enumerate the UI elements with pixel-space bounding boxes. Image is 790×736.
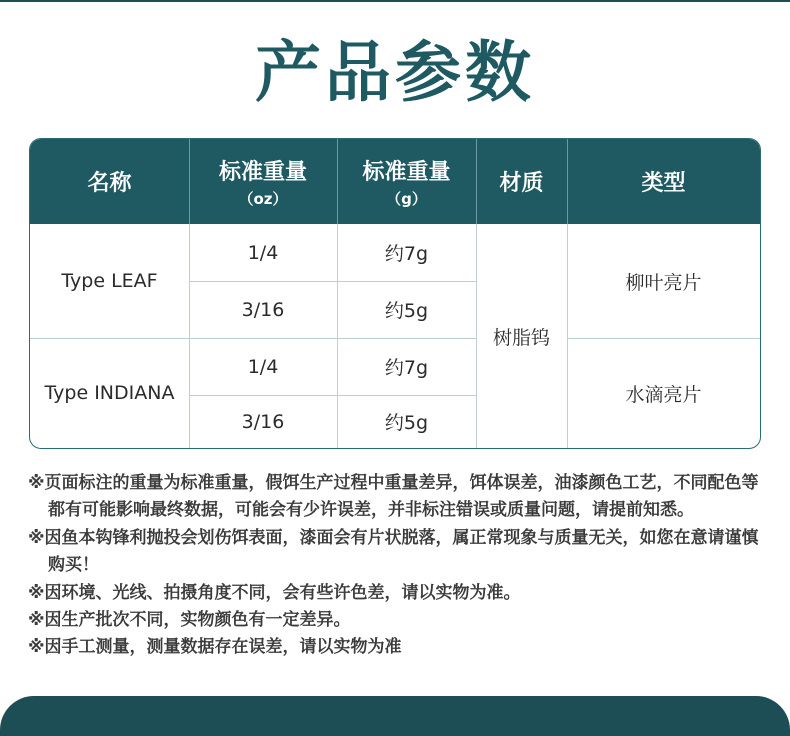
weight-oz-cell <box>189 281 337 338</box>
header-weight-g-label: 标准重量 <box>362 159 451 185</box>
weight-oz-cell <box>189 338 337 395</box>
weight-oz: 3/16 <box>241 410 285 433</box>
product-type-cell <box>567 224 760 338</box>
header-type-label: 类型 <box>641 171 686 196</box>
weight-oz-cell <box>189 395 337 448</box>
header-divider <box>567 139 568 224</box>
page-title: 产品参数 <box>255 34 535 111</box>
header-weight-oz-label: 标准重量 <box>218 159 307 185</box>
product-type: 水滴亮片 <box>625 383 702 406</box>
weight-g-cell <box>337 338 476 395</box>
header-weight-oz <box>189 139 337 224</box>
notes-list <box>28 470 768 662</box>
weight-oz: 3/16 <box>241 298 285 321</box>
header-type <box>567 139 760 224</box>
note-item: ※因生产批次不同，实物颜色有一定差异。 <box>28 610 351 631</box>
header-weight-g <box>337 139 476 224</box>
header-material-label: 材质 <box>499 171 544 196</box>
weight-g: 约7g <box>384 243 429 265</box>
header-weight-oz-unit: （oz） <box>238 189 288 208</box>
weight-oz: 1/4 <box>247 355 279 378</box>
note-item: ※页面标注的重量为标准重量，假饵生产过程中重量差异，饵体误差，油漆颜色工艺，不同配色等都有可能影响最终数据，可能会有少许误差，并非标注错误或质量问题，请提前知悉。 <box>28 473 759 521</box>
note-item: ※因环境、光线、拍摄角度不同，会有些许色差，请以实物为准。 <box>28 582 521 603</box>
header-divider <box>337 139 338 224</box>
weight-g-cell <box>337 224 476 281</box>
product-type: 柳叶亮片 <box>625 271 702 294</box>
product-type-cell <box>567 338 760 448</box>
header-weight-g-unit: （g） <box>386 189 427 208</box>
weight-oz: 1/4 <box>247 241 279 264</box>
weight-g-cell <box>337 281 476 338</box>
product-name: Type LEAF <box>61 270 158 292</box>
weight-g: 约5g <box>384 300 429 322</box>
table-header <box>30 139 760 224</box>
weight-g: 约5g <box>384 412 429 434</box>
header-name <box>30 139 189 224</box>
material-cell <box>476 224 567 448</box>
note-item: ※因手工测量，测量数据存在误差，请以实物为准 <box>28 637 402 658</box>
top-divider <box>0 0 790 2</box>
spec-table <box>29 138 761 449</box>
product-name-cell <box>30 224 189 338</box>
weight-g-cell <box>337 395 476 448</box>
header-name-label: 名称 <box>87 171 132 196</box>
header-material <box>476 139 567 224</box>
weight-g: 约7g <box>384 357 429 379</box>
header-divider <box>476 139 477 224</box>
footer-band <box>0 696 790 736</box>
header-divider <box>189 139 190 224</box>
note-item: ※因鱼本钩锋利抛投会划伤饵表面，漆面会有片状脱落，属正常现象与质量无关，如您在意请谨慎购买！ <box>28 527 759 576</box>
material-value: 树脂钨 <box>492 326 550 349</box>
product-name: Type INDIANA <box>44 382 175 404</box>
weight-oz-cell <box>189 224 337 281</box>
product-name-cell <box>30 338 189 448</box>
